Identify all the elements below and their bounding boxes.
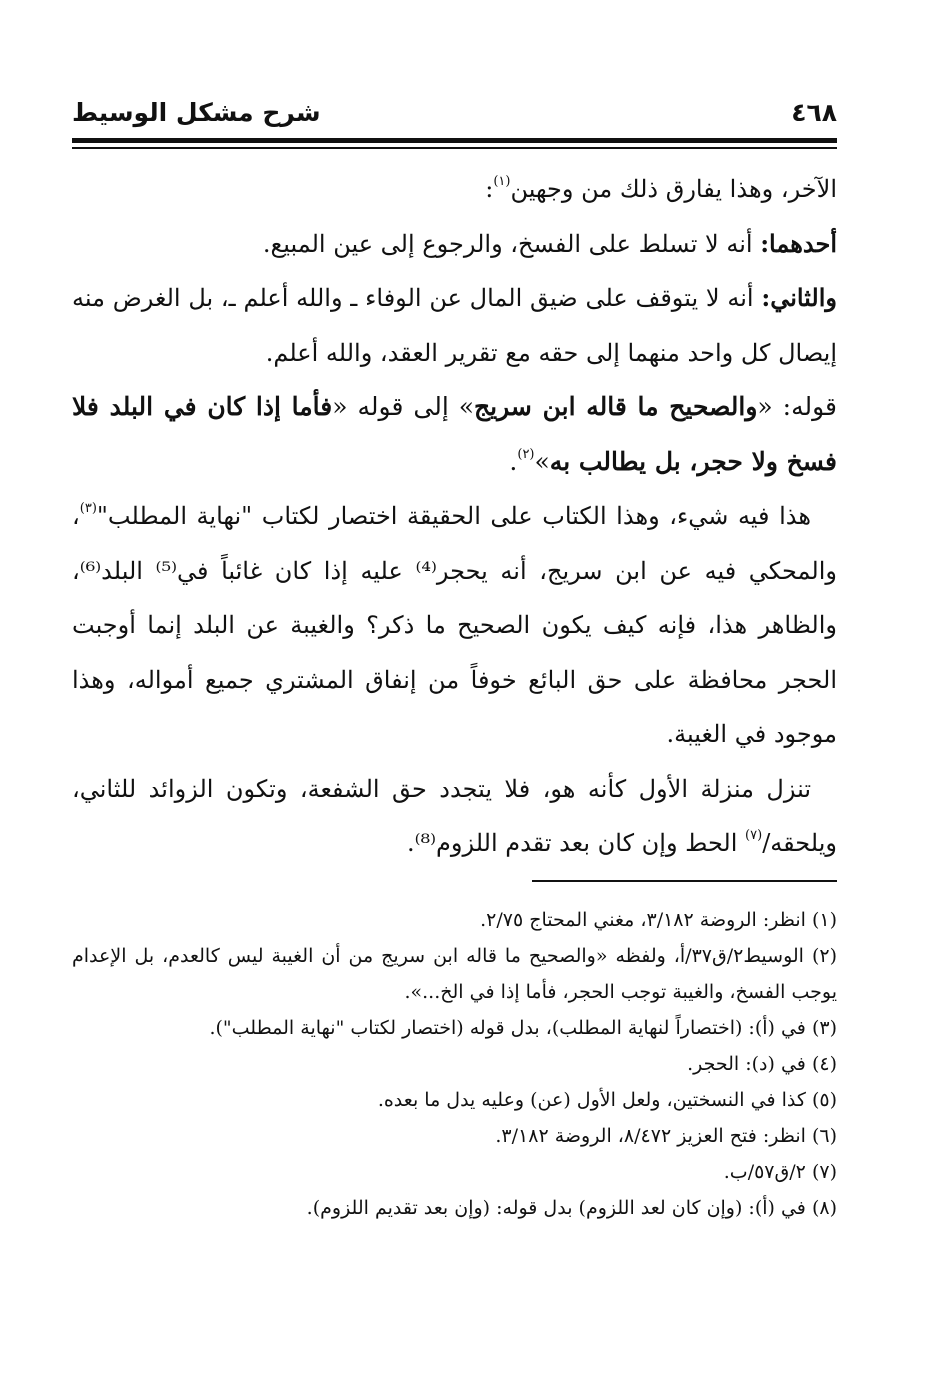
paragraph: الآخر، وهذا يفارق ذلك من وجهين$^{(١)}$: (485, 174, 837, 203)
footnote-number: (٥) (811, 1089, 837, 1111)
paragraph: هذا فيه شيء، وهذا الكتاب على الحقيقة اختصار لكتاب "نهاية المطلب"$^{(٣)}$، والمحكي فيه عن ابن سريج، أنه يحجر⁽⁴⁾ عليه إذا كان غائباً في⁽⁵⁾ البلد⁽⁶⁾، والظاهر هذا، فإنه كيف يكون الصحيح ما ذكر؟ والغيبة عن البلد إنما أوجبت الحجر محافظة على حق البائع خوفاً من إنفاق المشتري جميع أمواله، وهذا موجود في الغيبة. (72, 501, 837, 748)
paragraph-lead: أحدهما: (760, 228, 837, 258)
footnotes (72, 902, 837, 1226)
footnote: (٨) في (أ): (وإن كان لعد اللزوم) بدل قوله: (وإن بعد تقديم اللزوم). (306, 1197, 837, 1219)
paragraph: تنزل منزلة الأول كأنه هو، فلا يتجدد حق الشفعة، وتكون الزوائد للثاني، ويلحقه/$^{(٧)}$ الحط وإن كان بعد تقدم اللزوم⁽⁸⁾. (72, 774, 837, 857)
footnote-ref: (٢) (517, 446, 535, 462)
book-page (72, 0, 837, 1375)
footnote-number: (٤) (811, 1053, 837, 1075)
paragraph-lead: والثاني: (761, 283, 837, 312)
footnote: (٥) كذا في النسختين، ولعل الأول (عن) وعليه يدل ما بعده. (377, 1089, 837, 1111)
header-rule-thin (72, 147, 837, 149)
footnote-ref: (٣) (79, 501, 97, 516)
footnote-number: (٢) (811, 945, 837, 967)
footnote: (٤) في (د): الحجر. (687, 1053, 837, 1075)
footnote-ref: (١) (493, 174, 511, 189)
footnote: (٦) انظر: فتح العزيز ٨/٤٧٢، الروضة ٣/١٨٢. (495, 1125, 837, 1147)
footnote: (١) انظر: الروضة ٣/١٨٢، مغني المحتاج ٢/٧٥. (480, 909, 837, 931)
paragraph: والثاني: أنه لا يتوقف على ضيق المال عن الوفاء ـ والله أعلم ـ، بل الغرض منه إيصال كل واحد منهما إلى حقه مع تقرير العقد، والله أعلم. (72, 283, 837, 367)
running-header (72, 92, 837, 132)
footnote-number: (١) (811, 909, 837, 931)
main-text (72, 162, 837, 871)
book-title: شرح مشكل الوسيط (72, 97, 321, 127)
footnote-separator (532, 880, 837, 882)
footnote-number: (٨) (811, 1197, 837, 1219)
footnote-number: (٣) (811, 1017, 837, 1039)
quoted-text: قوله: «والصحيح ما قاله ابن سريج» إلى قوله «فأما إذا كان في البلد فلا فسخ ولا حجر، بل يطالب به»$^{(٢)}$. (72, 392, 837, 476)
header-rule-thick (72, 138, 837, 143)
page-number: ٤٦٨ (791, 97, 837, 127)
footnote: (٣) في (أ): (اختصاراً لنهاية المطلب)، بدل قوله (اختصار لكتاب "نهاية المطلب"). (209, 1017, 837, 1039)
footnote-ref: (٧) (745, 828, 763, 843)
footnote: (٢) الوسيط٢/ق٣٧/أ، ولفظه «والصحيح ما قاله ابن سريج من أن الغيبة ليس كالعدم، بل الإعدام يوجب الفسخ، والغيبة توجب الحجر، فأما إذا في الخ...». (72, 945, 837, 1003)
footnote: (٧) ٢/ق٥٧/ب. (723, 1161, 837, 1183)
footnote-number: (٧) (811, 1161, 837, 1183)
footnote-number: (٦) (811, 1125, 837, 1147)
paragraph: أحدهما: أنه لا تسلط على الفسخ، والرجوع إلى عين المبيع. (262, 228, 837, 258)
